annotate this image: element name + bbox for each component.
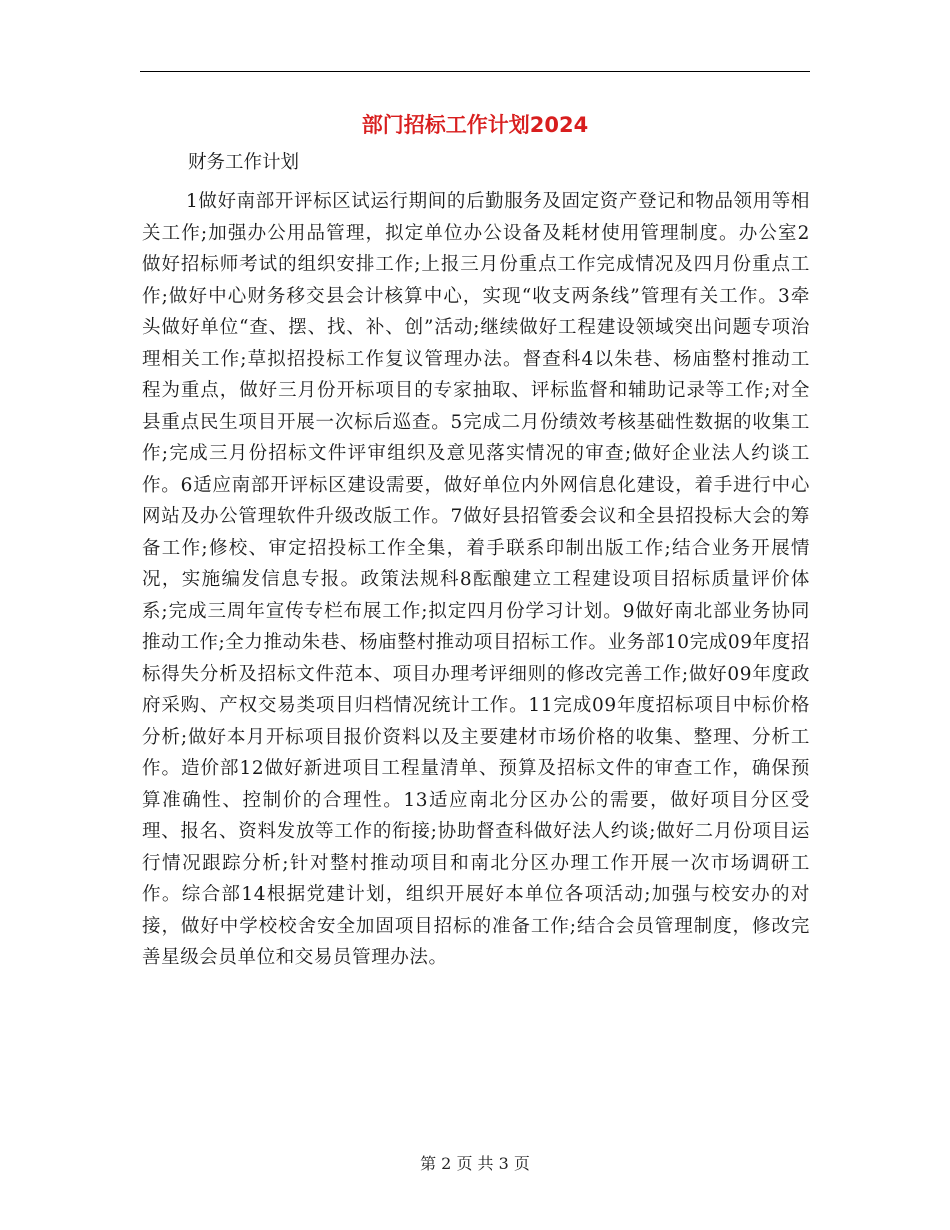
- page-number-footer: 第 2 页 共 3 页: [420, 1154, 530, 1173]
- document-subheading: 财务工作计划: [188, 152, 300, 173]
- document-body-paragraph: 1做好南部开评标区试运行期间的后勤服务及固定资产登记和物品领用等相关工作;加强办公用品管理，拟定单位办公设备及耗材使用管理制度。办公室2做好招标师考试的组织安排工作;上报三月份重点工作完成情况及四月份重点工作;做好中心财务移交县会计核算中心，实现“收支两条线”管理有关工作。3牵头做好单位“查、摆、找、补、创”活动;继续做好工程建设领域突出问题专项治理相关工作;草拟招投标工作复议管理办法。督查科4以朱巷、杨庙整村推动工程为重点，做好三月份开标项目的专家抽取、评标监督和辅助记录等工作;对全县重点民生项目开展一次标后巡查。5完成二月份绩效考核基础性数据的收集工作;完成三月份招标文件评审组织及意见落实情况的审查;做好企业法人约谈工作。6适应南部开评标区建设需要，做好单位内外网信息化建设，着手进行中心网站及办公管理软件升级改版工作。7做好县招管委会议和全县招投标大会的筹备工作;修校、审定招投标工作全集，着手联系印制出版工作;结合业务开展情况，实施编发信息专报。政策法规科8酝酿建立工程建设项目招标质量评价体系;完成三周年宣传专栏布展工作;拟定四月份学习计划。9做好南北部业务协同推动工作;全力推动朱巷、杨庙整村推动项目招标工作。业务部10完成09年度招标得失分析及招标文件范本、项目办理考评细则的修改完善工作;做好09年度政府采购、产权交易类项目归档情况统计工作。11完成09年度招标项目中标价格分析;做好本月开标项目报价资料以及主要建材市场价格的收集、整理、分析工作。造价部12做好新进项目工程量清单、预算及招标文件的审查工作，确保预算准确性、控制价的合理性。13适应南北分区办公的需要，做好项目分区受理、报名、资料发放等工作的衔接;协助督查科做好法人约谈;做好二月份项目运行情况跟踪分析;针对整村推动项目和南北分区办理工作开展一次市场调研工作。综合部14根据党建计划，组织开展好本单位各项活动;加强与校安办的对接，做好中学校校舍安全加固项目招标的准备工作;结合会员管理制度，修改完善星级会员单位和交易员管理办法。: [142, 191, 810, 968]
- header-rule: [140, 71, 810, 72]
- document-title: 部门招标工作计划2024: [361, 113, 589, 137]
